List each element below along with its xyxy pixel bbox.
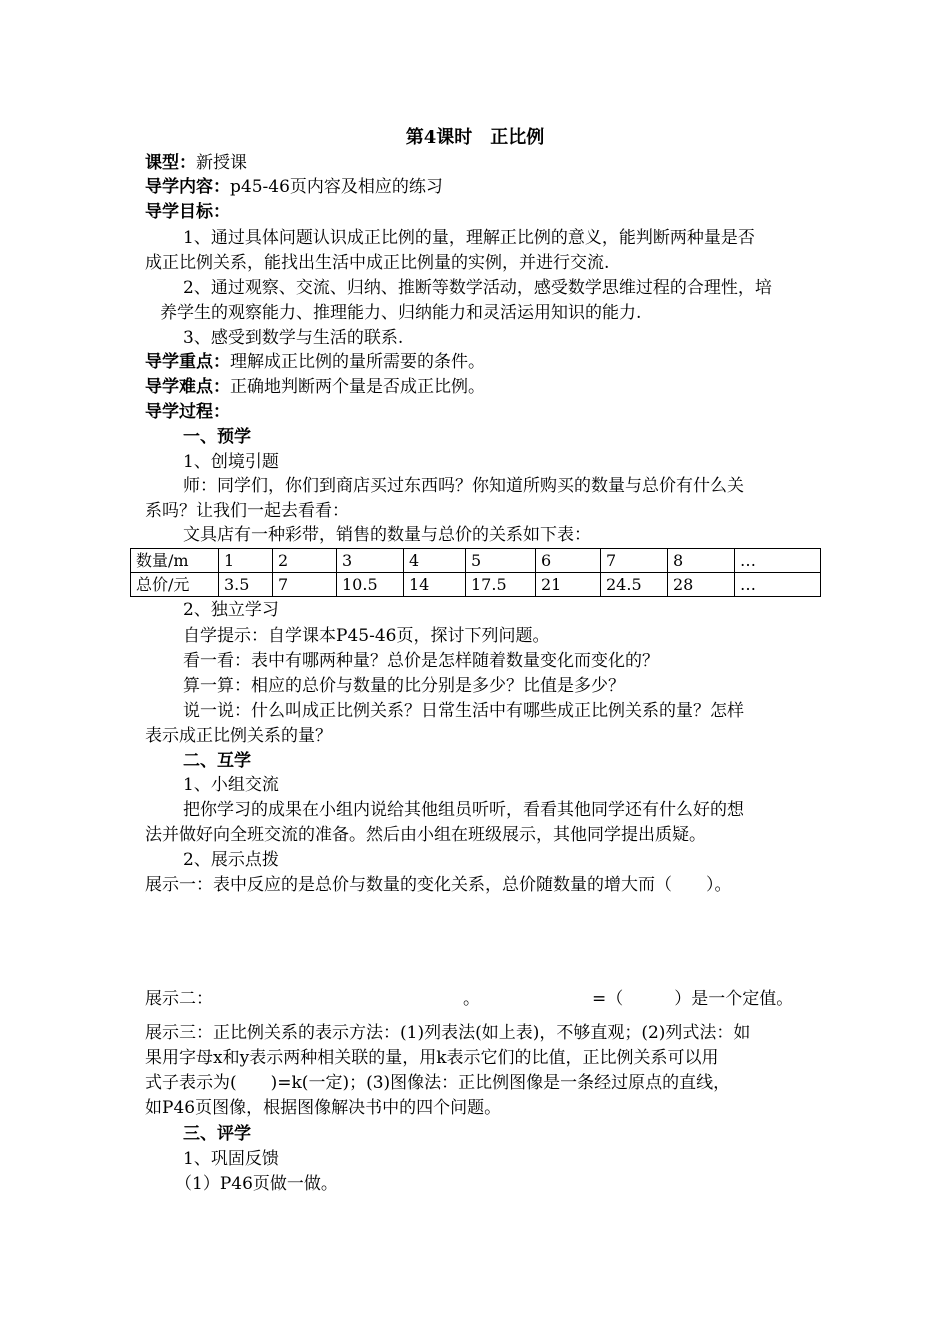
table-cell: 2 (273, 549, 337, 573)
goals-label: 导学目标： (145, 202, 230, 222)
lesson-content (145, 175, 443, 199)
section-2-sub-2: 2、展示点拨 (183, 850, 279, 870)
section-2-heading: 二、互学 (183, 751, 251, 771)
table-cell: 3 (337, 549, 404, 573)
look-question: 看一看：表中有哪两种量？总价是怎样随着数量变化而变化的？ (183, 651, 659, 671)
key-point-label: 导学重点： (145, 352, 230, 372)
teacher-line-1: 师：同学们，你们到商店买过东西吗？你知道所购买的数量与总价有什么关 (183, 476, 744, 496)
section-2-sub-1: 1、小组交流 (183, 775, 279, 795)
show-3-line-4: 如P46页图像，根据图像解决书中的四个问题。 (145, 1098, 502, 1118)
page-title: 第4课时 正比例 (405, 127, 545, 148)
show-3-line-1: 展示三：正比例关系的表示方法：(1)列表法(如上表)，不够直观；(2)列式法：如 (145, 1023, 751, 1043)
table-row-price (131, 573, 821, 597)
lesson-type-value: 新授课 (196, 153, 247, 173)
table-cell: 7 (273, 573, 337, 597)
price-table (130, 548, 821, 597)
table-cell: 6 (536, 549, 601, 573)
show-2-dot: 。 (463, 989, 480, 1009)
table-cell: 3.5 (219, 573, 273, 597)
table-intro: 文具店有一种彩带，销售的数量与总价的关系如下表： (183, 525, 591, 545)
show-3-line-3: 式子表示为( )=k(一定)；(3)图像法：正比例图像是一条经过原点的直线， (145, 1073, 731, 1093)
teacher-line-2: 系吗？让我们一起去看看： (145, 501, 349, 521)
section-1-heading: 一、预学 (183, 427, 251, 447)
table-cell: 4 (404, 549, 466, 573)
goal-1-line-2: 成正比例关系，能找出生活中成正比例量的实例，并进行交流. (145, 253, 610, 273)
show-1: 展示一：表中反应的是总价与数量的变化关系，总价随数量的增大而（ ）。 (145, 875, 732, 895)
table-cell: 24.5 (601, 573, 668, 597)
key-point-value: 理解成正比例的量所需要的条件。 (230, 352, 485, 372)
table-cell: 5 (466, 549, 536, 573)
table-cell: 21 (536, 573, 601, 597)
lesson-content-value: p45-46页内容及相应的练习 (230, 177, 443, 197)
goal-1-line-1: 1、通过具体问题认识成正比例的量，理解正比例的意义，能判断两种量是否 (183, 228, 755, 248)
lesson-type-label: 课型： (145, 153, 196, 173)
table-cell: 10.5 (337, 573, 404, 597)
table-cell: 28 (668, 573, 735, 597)
calc-question: 算一算：相应的总价与数量的比分别是多少？比值是多少？ (183, 676, 625, 696)
table-cell: … (735, 549, 821, 573)
table-cell: 1 (219, 549, 273, 573)
difficulty (145, 375, 485, 399)
table-cell: 数量/m (131, 549, 219, 573)
self-study-hint: 自学提示：自学课本P45-46页，探讨下列问题。 (183, 626, 550, 646)
lesson-type (145, 151, 247, 175)
section-1-sub-1: 1、创境引题 (183, 452, 279, 472)
table-cell: 7 (601, 549, 668, 573)
table-cell: 总价/元 (131, 573, 219, 597)
say-question-line-1: 说一说：什么叫成正比例关系？日常生活中有哪些成正比例关系的量？怎样 (183, 701, 744, 721)
section-3-heading: 三、评学 (183, 1124, 251, 1144)
show-3-line-2: 果用字母x和y表示两种相关联的量，用k表示它们的比值，正比例关系可以用 (145, 1048, 719, 1068)
lesson-content-label: 导学内容： (145, 177, 230, 197)
section-1-sub-2: 2、独立学习 (183, 600, 279, 620)
section-3-sub-1: 1、巩固反馈 (183, 1149, 279, 1169)
table-cell: 17.5 (466, 573, 536, 597)
key-point (145, 350, 485, 374)
show-2-equation: =（ ）是一个定值。 (592, 989, 794, 1009)
say-question-line-2: 表示成正比例关系的量？ (145, 726, 332, 746)
group-paragraph-line-1: 把你学习的成果在小组内说给其他组员听听，看看其他同学还有什么好的想 (183, 800, 744, 820)
process-label: 导学过程： (145, 402, 230, 422)
goal-2-line-2: 养学生的观察能力、推理能力、归纳能力和灵活运用知识的能力. (160, 303, 642, 323)
table-cell: 14 (404, 573, 466, 597)
exercise-item-1: （1）P46页做一做。 (175, 1174, 338, 1194)
goal-3: 3、感受到数学与生活的联系. (183, 328, 404, 348)
show-2-label: 展示二： (145, 989, 213, 1009)
table-cell: 8 (668, 549, 735, 573)
group-paragraph-line-2: 法并做好向全班交流的准备。然后由小组在班级展示，其他同学提出质疑。 (145, 825, 706, 845)
difficulty-label: 导学难点： (145, 377, 230, 397)
table-row-quantity (131, 549, 821, 573)
table-cell: … (735, 573, 821, 597)
difficulty-value: 正确地判断两个量是否成正比例。 (230, 377, 485, 397)
goal-2-line-1: 2、通过观察、交流、归纳、推断等数学活动，感受数学思维过程的合理性，培 (183, 278, 772, 298)
